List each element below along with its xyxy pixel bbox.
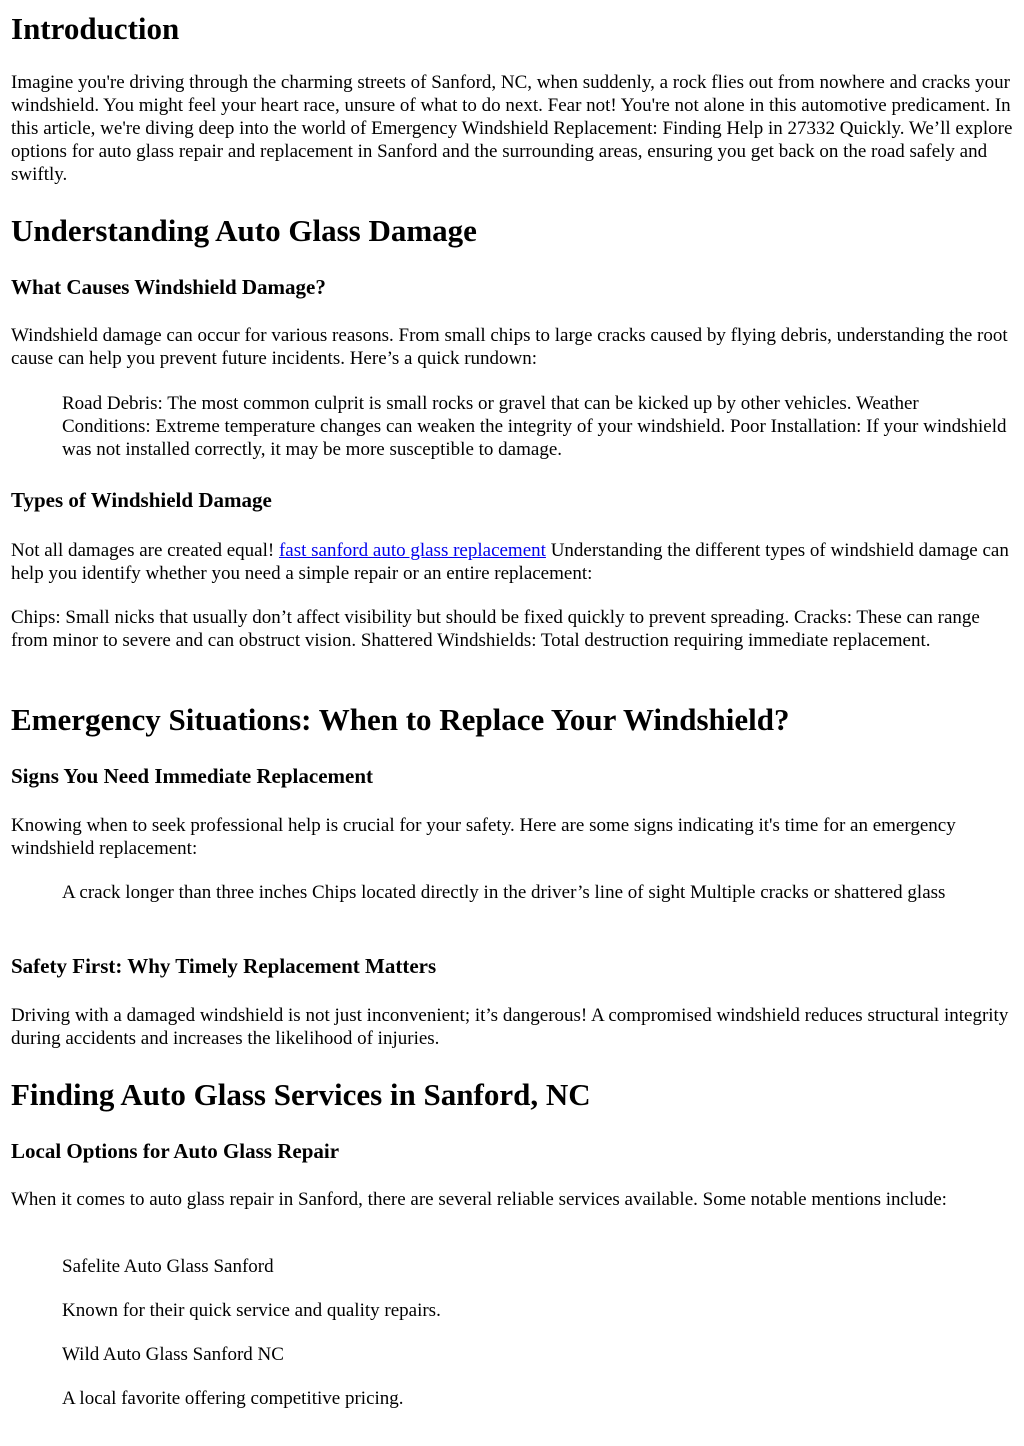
types-paragraph-text-after: Understanding the different types of windshield damage can help you identify whether you need a simple repair or an entire replacement: (11, 540, 1009, 584)
local-subheading: Local Options for Auto Glass Repair (11, 1139, 340, 1163)
local-list-item: Wild Auto Glass Sanford NC (62, 1344, 284, 1365)
safety-subheading: Safety First: Why Timely Replacement Matters (11, 954, 437, 978)
finding-heading: Finding Auto Glass Services in Sanford, NC (11, 1077, 591, 1112)
intro-paragraph: Imagine you're driving through the charming streets of Sanford, NC, when suddenly, a rock flies out from nowhere and cracks your windshield. You might feel your heart race, unsure of what to do next. Fear not! You're not alone in this automotive predicament. In this article, we're diving deep into the world of Emergency Windshield Replacement: Finding Help in 27332 Quickly. We’ll explore options for auto glass repair and replacement in Sanford and the surrounding areas, ensuring you get back on the road safely and swiftly. (11, 72, 1013, 185)
types-list: Chips: Small nicks that usually don’t affect visibility but should be fixed quickly to prevent spreading. Cracks: These can range from minor to severe and can obstruct vision. Shattered Windshields: Total destruction requiring immediate replacement. (11, 607, 980, 651)
fast-sanford-auto-glass-link[interactable]: fast sanford auto glass replacement (278, 540, 546, 561)
emergency-heading: Emergency Situations: When to Replace Your Windshield? (11, 702, 790, 737)
signs-subheading: Signs You Need Immediate Replacement (11, 764, 374, 788)
signs-list: A crack longer than three inches Chips located directly in the driver’s line of sight Multiple cracks or shattered glass (62, 882, 946, 903)
local-paragraph: When it comes to auto glass repair in Sanford, there are several reliable services available. Some notable mentions include: (11, 1189, 947, 1210)
types-paragraph (11, 539, 1014, 585)
intro-heading: Introduction (11, 11, 180, 46)
types-subheading: Types of Windshield Damage (11, 488, 272, 512)
causes-paragraph: Windshield damage can occur for various reasons. From small chips to large cracks caused by flying debris, understanding the root cause can help you prevent future incidents. Here’s a quick rundown: (11, 325, 1008, 369)
signs-paragraph: Knowing when to seek professional help is crucial for your safety. Here are some signs indicating it's time for an emergency windshield replacement: (11, 815, 956, 859)
causes-list: Road Debris: The most common culprit is small rocks or gravel that can be kicked up by other vehicles. Weather Conditions: Extreme temperature changes can weaken the integrity of your windshield. Poor Installation: If your windshield was not installed correctly, it may be more susceptible to damage. (62, 393, 1007, 460)
local-list-item: A local favorite offering competitive pricing. (62, 1388, 404, 1409)
local-list-item: Safelite Auto Glass Sanford (62, 1256, 274, 1277)
causes-subheading: What Causes Windshield Damage? (11, 275, 326, 299)
understanding-heading: Understanding Auto Glass Damage (11, 213, 477, 248)
types-paragraph-text-before: Not all damages are created equal! (11, 540, 279, 561)
local-list-item: Known for their quick service and quality repairs. (62, 1300, 441, 1321)
safety-paragraph: Driving with a damaged windshield is not just inconvenient; it’s dangerous! A compromised windshield reduces structural integrity during accidents and increases the likelihood of injuries. (11, 1005, 1009, 1049)
